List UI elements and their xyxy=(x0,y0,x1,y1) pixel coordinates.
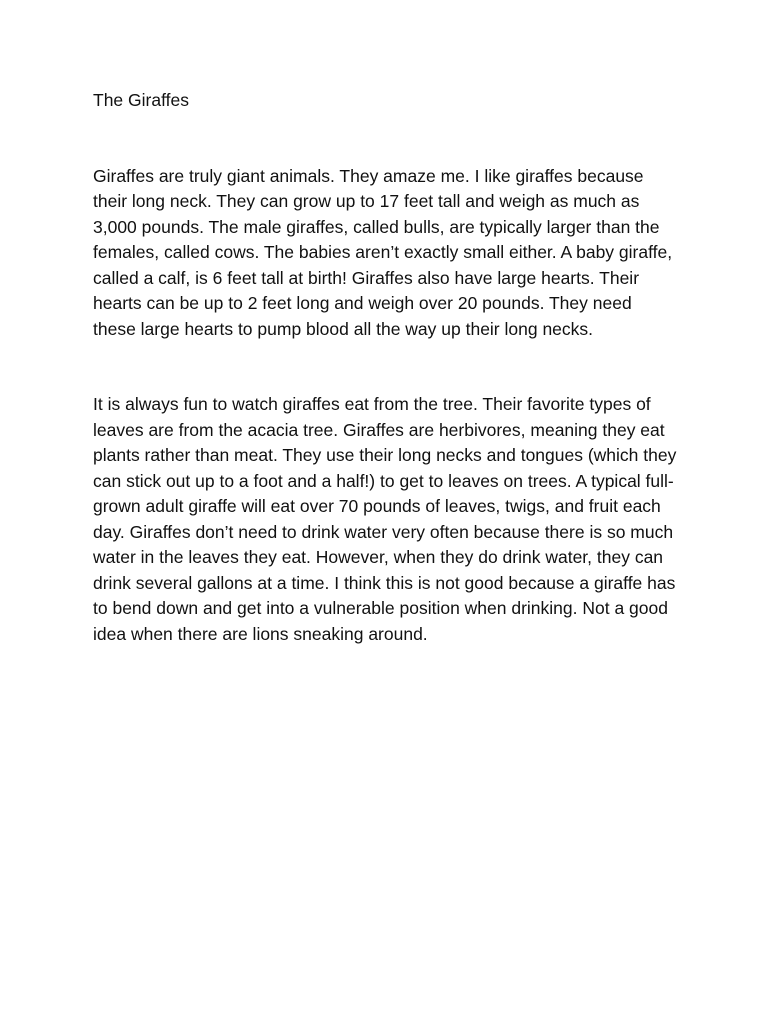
paragraph-giraffe-eating: It is always fun to watch giraffes eat from the tree. Their favorite types of leaves are from the acacia tree. Giraffes are herbivores, meaning they eat plants rather than meat. They use their long necks and tongues (which they can stick out up to a foot and a half!) to get to leaves on trees. A typical full-grown adult giraffe will eat over 70 pounds of leaves, twigs, and fruit each day. Giraffes don’t need to drink water very often because there is so much water in the leaves they eat. However, when they do drink water, they can drink several gallons at a time. I think this is not good because a giraffe has to bend down and get into a vulnerable position when drinking. Not a good idea when there are lions sneaking around. xyxy=(93,394,677,644)
document-title: The Giraffes xyxy=(93,90,189,110)
paragraph-giraffe-size: Giraffes are truly giant animals. They amaze me. I like giraffes because their long neck. They can grow up to 17 feet tall and weigh as much as 3,000 pounds. The male giraffes, called bulls, are typically larger than the females, called cows. The babies aren’t exactly small either. A baby giraffe, called a calf, is 6 feet tall at birth! Giraffes also have large hearts. Their hearts can be up to 2 feet long and weigh over 20 pounds. They need these large hearts to pump blood all the way up their long necks. xyxy=(93,165,673,339)
document-body xyxy=(93,88,679,647)
